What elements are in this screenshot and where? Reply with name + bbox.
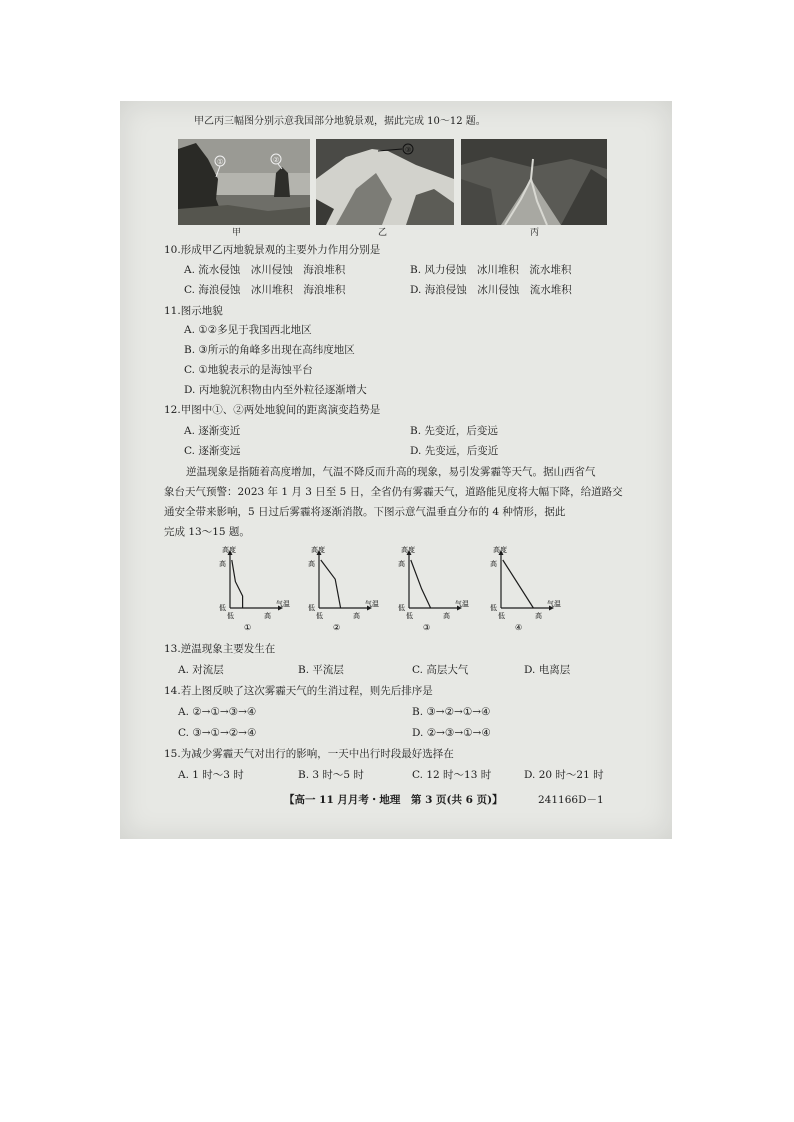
- y-axis-title: 高度: [311, 546, 325, 554]
- chart-svg-3: [397, 546, 471, 636]
- photo-bing: [461, 139, 607, 225]
- q12-option-c: C. 逐渐变远: [184, 445, 241, 457]
- q13-stem: 13.逆温现象主要发生在: [164, 643, 276, 655]
- x-axis-title: 气温: [276, 600, 290, 608]
- y-low-label: 低: [219, 604, 226, 612]
- marker-3: ③: [405, 146, 412, 154]
- chart-svg-4: [489, 546, 563, 636]
- q15-option-a: A. 1 时～3 时: [178, 769, 244, 781]
- y-axis-title: 高度: [222, 546, 236, 554]
- photo-jia: [178, 139, 310, 225]
- temperature-profile-line: [321, 560, 341, 608]
- caption-yi: 乙: [378, 228, 388, 238]
- temperature-profile-line: [503, 560, 534, 608]
- q12-option-d: D. 先变远，后变近: [410, 445, 499, 457]
- footer-code: 241166D－1: [538, 794, 604, 806]
- q11-stem: 11.图示地貌: [164, 305, 223, 317]
- y-high-label: 高: [219, 560, 226, 568]
- q14-option-a: A. ②→①→③→④: [178, 706, 257, 718]
- y-low-label: 低: [490, 604, 497, 612]
- photo-yi: [316, 139, 454, 225]
- q10-option-b: B. 风力侵蚀 冰川堆积 流水堆积: [410, 264, 572, 276]
- q10-option-d: D. 海浪侵蚀 冰川侵蚀 流水堆积: [410, 284, 572, 296]
- x-axis-title: 气温: [547, 600, 561, 608]
- q12-option-b: B. 先变近，后变远: [410, 425, 498, 437]
- caption-jia: 甲: [232, 228, 242, 238]
- x-low-label: 低: [498, 612, 505, 620]
- q14-option-c: C. ③→①→②→④: [178, 727, 257, 739]
- chart-label: ①: [244, 623, 252, 632]
- q15-option-c: C. 12 时～13 时: [412, 769, 492, 781]
- intro-10-12: 甲乙丙三幅图分别示意我国部分地貌景观，据此完成 10～12 题。: [194, 116, 486, 127]
- chart-label: ④: [515, 623, 523, 632]
- chart-label: ③: [423, 623, 431, 632]
- q14-stem: 14.若上图反映了这次雾霾天气的生消过程，则先后排序是: [164, 685, 433, 697]
- x-high-label: 高: [443, 612, 450, 620]
- x-high-label: 高: [353, 612, 360, 620]
- x-high-label: 高: [535, 612, 542, 620]
- q14-option-d: D. ②→③→①→④: [412, 727, 491, 739]
- temperature-chart-1: [218, 546, 288, 636]
- q11-option-d: D. 丙地貌沉积物由内至外粒径逐渐增大: [184, 384, 367, 396]
- intro-13-15-line4: 完成 13～15 题。: [164, 526, 250, 538]
- exam-page: [120, 101, 672, 839]
- q11-option-a: A. ①②多见于我国西北地区: [184, 324, 312, 336]
- temperature-profile-line: [411, 560, 431, 608]
- y-axis-title: 高度: [401, 546, 415, 554]
- x-low-label: 低: [406, 612, 413, 620]
- q14-option-b: B. ③→②→①→④: [412, 706, 491, 718]
- temperature-chart-3: [397, 546, 467, 636]
- marker-2: ②: [273, 156, 280, 164]
- temperature-profile-line: [232, 560, 243, 608]
- marker-1: ①: [217, 158, 224, 166]
- intro-13-15-line2: 象台天气预警：2023 年 1 月 3 日至 5 日，全省仍有雾霾天气，道路能见度将大幅下降，给道路交: [164, 486, 623, 498]
- q13-option-b: B. 平流层: [298, 664, 344, 676]
- y-low-label: 低: [398, 604, 405, 612]
- x-axis-title: 气温: [455, 600, 469, 608]
- q13-option-d: D. 电离层: [524, 664, 571, 676]
- chart-svg-2: [307, 546, 381, 636]
- q12-option-a: A. 逐渐变近: [184, 425, 241, 437]
- caption-bing: 丙: [530, 228, 540, 238]
- y-low-label: 低: [308, 604, 315, 612]
- y-axis-title: 高度: [493, 546, 507, 554]
- q15-option-b: B. 3 时～5 时: [298, 769, 364, 781]
- temperature-chart-2: [307, 546, 377, 636]
- q10-option-c: C. 海浪侵蚀 冰川堆积 海浪堆积: [184, 284, 346, 296]
- intro-13-15-line1: 逆温现象是指随着高度增加，气温不降反而升高的现象，易引发雾霾等天气。据山西省气: [186, 466, 596, 478]
- q13-option-c: C. 高层大气: [412, 664, 469, 676]
- intro-13-15-line3: 通安全带来影响，5 日过后雾霾将逐渐消散。下图示意气温垂直分布的 4 种情形，据此: [164, 506, 566, 518]
- q15-stem: 15.为减少雾霾天气对出行的影响，一天中出行时段最好选择在: [164, 748, 454, 760]
- q11-option-c: C. ①地貌表示的是海蚀平台: [184, 364, 313, 376]
- q10-stem: 10.形成甲乙丙地貌景观的主要外力作用分别是: [164, 244, 381, 256]
- q13-option-a: A. 对流层: [178, 664, 224, 676]
- y-high-label: 高: [490, 560, 497, 568]
- footer-title: 【高一 11 月月考・地理 第 3 页(共 6 页)】: [284, 794, 503, 806]
- x-high-label: 高: [264, 612, 271, 620]
- x-axis-title: 气温: [365, 600, 379, 608]
- q11-option-b: B. ③所示的角峰多出现在高纬度地区: [184, 344, 355, 356]
- q10-option-a: A. 流水侵蚀 冰川侵蚀 海浪堆积: [184, 264, 346, 276]
- chart-label: ②: [333, 623, 341, 632]
- chart-svg-1: [218, 546, 292, 636]
- temperature-chart-4: [489, 546, 559, 636]
- y-high-label: 高: [398, 560, 405, 568]
- y-high-label: 高: [308, 560, 315, 568]
- x-low-label: 低: [227, 612, 234, 620]
- q15-option-d: D. 20 时～21 时: [524, 769, 604, 781]
- x-low-label: 低: [316, 612, 323, 620]
- q12-stem: 12.甲图中①、②两处地貌间的距离演变趋势是: [164, 404, 381, 416]
